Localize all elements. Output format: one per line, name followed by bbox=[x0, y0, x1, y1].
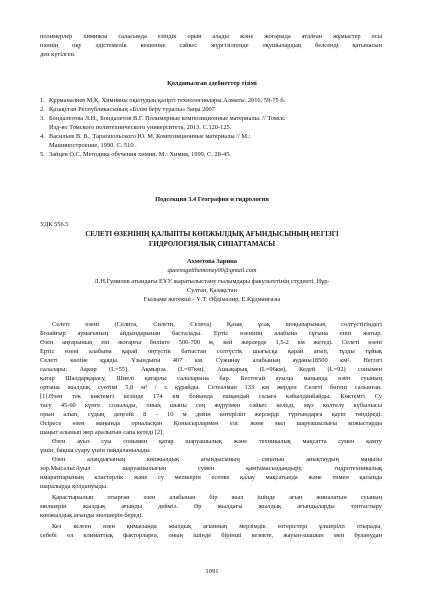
body-line: Селеті өзені (Селита, Силети, Селета) Қазақ ұсақ шоқыларының солтүстігіндегі bbox=[52, 321, 382, 328]
reference-number: 1. bbox=[40, 97, 45, 104]
reference-text: Машиностроение, 1990. С. 510 . bbox=[49, 142, 137, 149]
body-line: Ертіс өзені алабына қарай оңтүстік батыстан солтүстік шығысқа қарай ағып, тұзды тұйық bbox=[40, 348, 382, 355]
reference-text: Васильев В. В., Тарнопольского Ю. М. Композиционные материалы // М.: bbox=[49, 133, 251, 140]
reference-item bbox=[40, 151, 231, 158]
body-line: қатар Шалдарқарасу, Шиелі қатарлы салаларына бар. Бестогай ауылы маңында өзен суының bbox=[40, 375, 382, 382]
reference-number: 5. bbox=[40, 151, 45, 158]
reference-item bbox=[40, 115, 286, 122]
reference-number: 4. bbox=[40, 133, 45, 140]
reference-item bbox=[40, 124, 231, 131]
body-line: көпжылдық ағынды мөлшерін береді. bbox=[40, 512, 143, 519]
article-title: СЕЛЕТІ ӨЗЕНІНІҢ ҚАЛЫПТЫ КӨПЖЫЛДЫҚ АҒЫНДЫСЫНЫҢ НЕГІЗГІ bbox=[85, 230, 339, 238]
reference-text: Құрманалиев М.Қ. Химияны оқытудың қазіргі технологиялары.Алматы. 2016. 59-75 б. bbox=[49, 97, 286, 104]
affiliation: Султан, Қазақстан bbox=[186, 287, 238, 294]
body-line: мөлшерін жылдық ағынды дейміз. Әр жылдағы жылдық ағындыларды топтастыру bbox=[40, 503, 382, 510]
body-line: Әсіресе өзен маңында орналасқан Қонысырлармен елс және мал шаруашылығы кожыстарды bbox=[40, 420, 382, 427]
affiliation: Л.Н.Гумилев атындағы ЕҰУ жаратылыстану ғылымдары факультетінің студенті, Нұр- bbox=[94, 278, 330, 285]
body-line: Селеті көліне құяды. Ұзындығы 407 км. Сужинау алабының ауданы18500 км². Негізгі bbox=[40, 357, 382, 364]
body-line: Бозайғыр аумағының айдындарынан басталады. Ертіс өзенінің алабына сұғына еніп жатыр. bbox=[40, 330, 382, 337]
references-title: Қолданылған әдебиеттер тізімі bbox=[167, 80, 257, 87]
author-name: Ахметова Зарина bbox=[186, 258, 238, 265]
reference-item bbox=[40, 106, 215, 113]
body-line: шаралырда қолдануыды. bbox=[40, 483, 108, 490]
reference-text: Қазақстан Республикасының «Білім беру туралы» Заңы 2007 bbox=[49, 106, 215, 113]
body-line: үшін, бақша суару үшін пайдаланылады. bbox=[40, 447, 152, 454]
body-line: орташа жылдық суөтімі 5,8 м³ / с құрайды. Сетеәлман 133 км жерден Селеті бөгені салынған. bbox=[40, 384, 382, 391]
body-line: Қарастырылып отырған өзен алабынан бір жыл ішінде ағын жиналатын суының bbox=[52, 494, 382, 501]
reference-item bbox=[40, 97, 285, 104]
body-line: себебі ол климаттық факторларға, оның ішінде бірінші кезекте, жауын-шашын мен буланудан bbox=[40, 532, 382, 539]
body-line: Кез келген өзен қимасында жылдық ағынның мерзімдік өзгерістері ұлшерілп отырады, bbox=[52, 523, 382, 530]
body-line: имаратпарының кластерлік және су мелшерін есепке қалау мақсатында және төмен қасында bbox=[40, 474, 382, 481]
body-line: зор.Мысалы:Ауыл шаруашылығын сумен қамтамасыздандыру, гидротехникалық bbox=[40, 465, 382, 472]
udk-code: УДК 556.5 bbox=[40, 221, 69, 228]
page-number: 1091 bbox=[205, 568, 219, 575]
reference-item bbox=[40, 133, 250, 140]
intro-line: ден күтілген. bbox=[40, 51, 76, 58]
body-line: шаңыт алынып жер аралығын сапа кетеді [2]. bbox=[40, 429, 164, 436]
author-email: queensgetthemoney00@gmail.com bbox=[167, 267, 257, 274]
reference-item bbox=[40, 142, 137, 149]
intro-line: пәннің оқу әдістемелік кешеніне сәйкес жүргізілгенде оқушылардың белсенді қатынасын bbox=[40, 42, 382, 49]
body-line: салалары: Ақкөр (L=55), Ақмырза (L=97км). Ашықарық (L=96км), Кедей (L=92) сонымен bbox=[40, 366, 382, 373]
reference-text: Бондалетова Л.И., Бондалетов В.Г. Полимерные композиционные материалы. // Томск: bbox=[49, 115, 286, 122]
body-line: орын алып, судың деңгейі 8 - 10 м дейін көтеріліп жерлерді түрғындарға қауіп төндіреді. bbox=[40, 411, 382, 418]
body-line: Өзен аңғарының ені жоғарғы бөлікте 500-700 м, кей жерлерде 1,5-2 км жетеді. Селеті өзені bbox=[40, 339, 382, 346]
supervisor: Ғылыми жетекші - Ү.Т. Әбдімәлир, Е.Кұдманғазы bbox=[143, 296, 281, 303]
section-heading: Подсекция 3.4 География и гидрология bbox=[155, 196, 269, 203]
article-title: ГИДРОЛОГИЯЛЫҚ СИПАТТАМАСЫ bbox=[148, 240, 276, 248]
body-line: Өзен алаңдығының көпжылдық ағындысының сипатын анықтаудың маңызы bbox=[52, 456, 382, 463]
reference-text: Зайцев О.С. Методика обучения химии. М.: Химия, 1999, С. 28-45. bbox=[49, 151, 232, 158]
intro-line: полимерлер химиясы саласында езіндік орын алады және жоғарыда аталған жұмыстер осы bbox=[40, 33, 382, 40]
body-line: Өзен ауыз суы сонымен қатар шаруашылық және техникалық мақсатта сумен қамту bbox=[52, 438, 382, 445]
body-line: тасу 45-60 күнге созылады, оның шыны сең жүруімен сәйкес келеді, мұз көлтелу күбылысы bbox=[40, 402, 382, 409]
reference-number: 2. bbox=[40, 106, 45, 113]
reference-number: 3. bbox=[40, 115, 45, 122]
body-line: [1].Өзен тек көктемгі кезінде 174 км бойында ешқандай салаға кәбылданбайды. Көктемгі Су bbox=[40, 393, 382, 400]
reference-text: Изд-во Томского политехнического университета, 2013. С.120-125. bbox=[49, 124, 232, 131]
